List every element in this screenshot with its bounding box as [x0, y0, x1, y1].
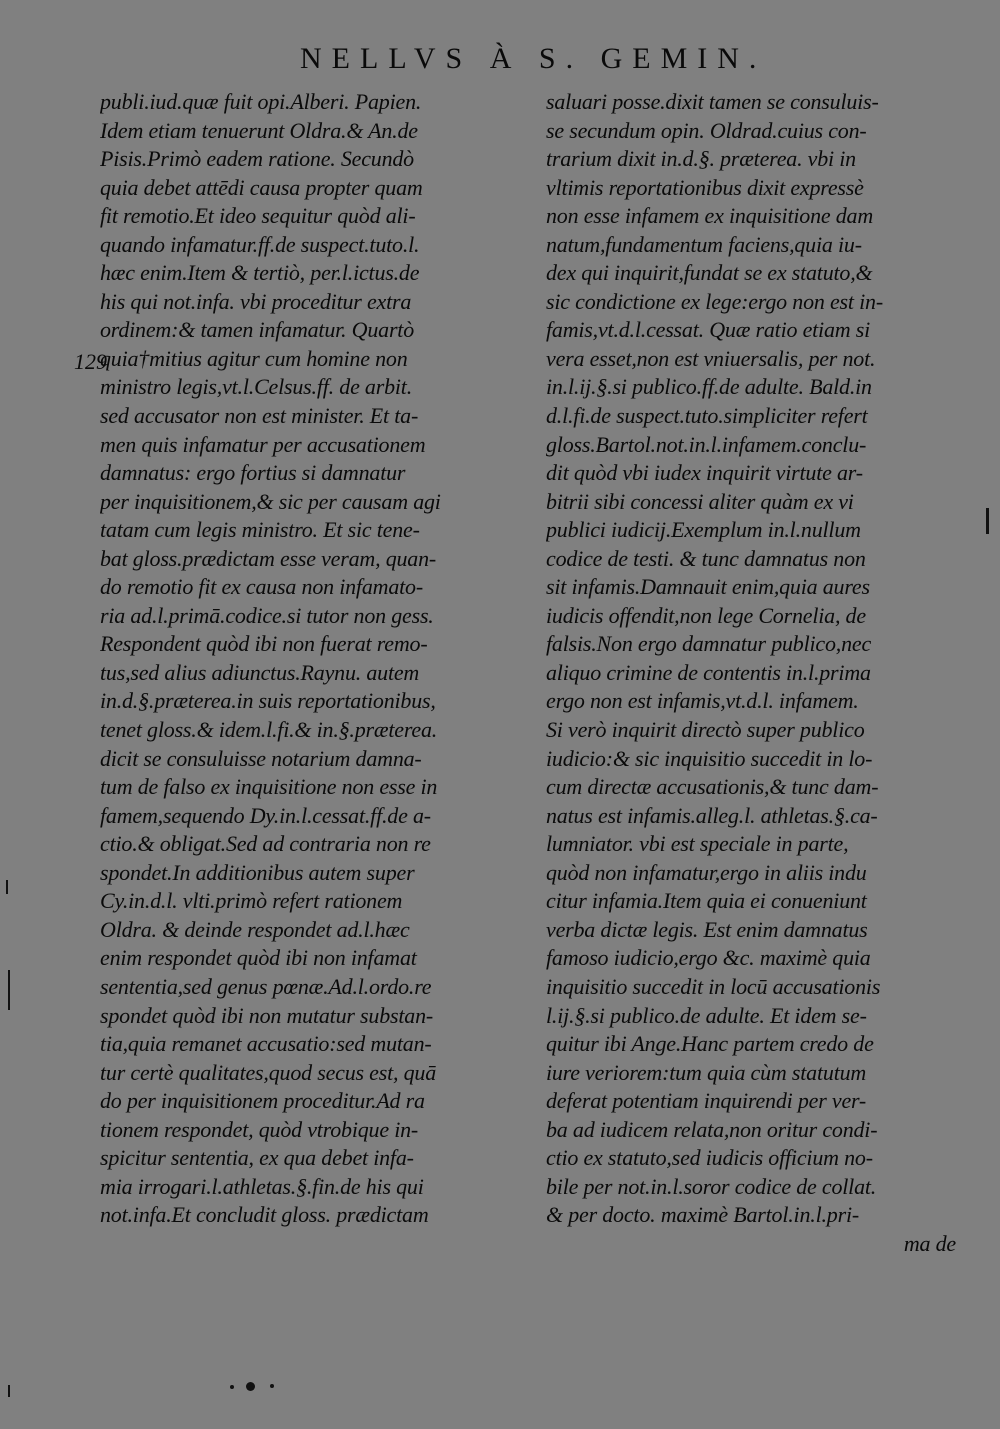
text-line: hæc enim.Item & tertiò, per.l.ictus.de [100, 260, 420, 286]
marginal-paragraph-number: 129 [74, 349, 107, 374]
text-line: codice de testi. & tunc damnatus non [546, 545, 866, 571]
text-line: bat gloss.prædictam esse veram, quan- [100, 545, 437, 571]
text-line: in.l.ij.§.si publico.ff.de adulte. Bald.in [546, 374, 872, 400]
text-line: sic condictione ex lege:ergo non est in- [546, 288, 883, 314]
text-line: quòd non infamatur,ergo in aliis indu [546, 859, 867, 885]
text-line: iudicio:& sic inquisitio succedit in lo- [546, 745, 873, 771]
text-line: famoso iudicio,ergo &c. maximè quia [546, 945, 871, 971]
text-line: dicit se consuluisse notarium damna- [100, 745, 422, 771]
text-line: ba ad iudicem relata,non oritur condi- [546, 1116, 878, 1142]
text-line: tus,sed alius adiunctus.Raynu. autem [100, 659, 420, 685]
text-line: quia†mitius agitur cum homine non [100, 345, 408, 371]
text-line: spicitur sententia, ex qua debet infa- [100, 1145, 414, 1171]
text-line: tia,quia remanet accusatio:sed mutan- [100, 1031, 432, 1057]
running-head: NELLVS À S. GEMIN. [300, 42, 767, 75]
text-line: & per docto. maximè Bartol.in.l.pri- [546, 1202, 859, 1228]
text-line: Cy.in.d.l. vlti.primò refert rationem [100, 888, 403, 914]
text-line: ctio ex statuto,sed iudicis officium no- [546, 1145, 873, 1171]
left-text-column [100, 88, 510, 1230]
text-line: bile per not.in.l.soror codice de collat. [546, 1173, 877, 1199]
text-line: citur infamia.Item quia ei conueniunt [546, 888, 867, 914]
right-text-column [546, 88, 956, 1258]
text-line: quia debet attēdi causa propter quam [100, 174, 423, 200]
text-line: Respondent quòd ibi non fuerat remo- [100, 631, 428, 657]
text-line: deferat potentiam inquirendi per ver- [546, 1088, 867, 1114]
text-line: tatam cum legis ministro. Et sic tene- [100, 517, 420, 543]
text-line: do per inquisitionem proceditur.Ad ra [100, 1088, 425, 1114]
text-line: natus est infamis.alleg.l. athletas.§.ca- [546, 802, 878, 828]
text-line: gloss.Bartol.not.in.l.infamem.conclu- [546, 431, 867, 457]
ink-speck [246, 1382, 255, 1391]
text-line: tum de falso ex inquisitione non esse in [100, 774, 438, 800]
text-line: quitur ibi Ange.Hanc partem credo de [546, 1031, 874, 1057]
text-line: not.infa.Et concludit gloss. prædictam [100, 1202, 429, 1228]
text-line: sententia,sed genus pœnæ.Ad.l.ordo.re [100, 973, 432, 999]
text-line: men quis infamatur per accusationem [100, 431, 426, 457]
text-line: lumniator. vbi est speciale in parte, [546, 831, 849, 857]
text-line: Pisis.Primò eadem ratione. Secundò [100, 146, 414, 172]
text-line: in.d.§.præterea.in suis reportationibus, [100, 688, 436, 714]
margin-mark [986, 508, 989, 534]
margin-mark [8, 1385, 10, 1397]
text-line: sed accusator non est minister. Et ta- [100, 403, 419, 429]
text-line: trarium dixit in.d.§. præterea. vbi in [546, 146, 856, 172]
text-line: aliquo crimine de contentis in.l.prima [546, 659, 871, 685]
text-line: publi.iud.quæ fuit opi.Alberi. Papien. [100, 89, 422, 114]
text-line: natum,fundamentum faciens,quia iu- [546, 231, 862, 257]
text-line: do remotio fit ex causa non infamato- [100, 574, 423, 600]
text-line: damnatus: ergo fortius si damnatur [100, 460, 406, 486]
text-line: ctio.& obligat.Sed ad contraria non re [100, 831, 431, 857]
text-line: his qui not.infa. vbi proceditur extra [100, 288, 412, 314]
text-line: ergo non est infamis,vt.d.l. infamem. [546, 688, 859, 714]
text-line: publici iudicij.Exemplum in.l.nullum [546, 517, 861, 543]
text-line: famem,sequendo Dy.in.l.cessat.ff.de a- [100, 802, 431, 828]
text-line: fit remotio.Et ideo sequitur quòd ali- [100, 203, 416, 229]
text-line: spondet quòd ibi non mutatur substan- [100, 1002, 433, 1028]
text-line: quando infamatur.ff.de suspect.tuto.l. [100, 231, 420, 257]
text-line: tenet gloss.& idem.l.fi.& in.§.præterea. [100, 717, 438, 743]
text-line: dit quòd vbi iudex inquirit virtute ar- [546, 460, 863, 486]
text-line: ministro legis,vt.l.Celsus.ff. de arbit. [100, 374, 413, 400]
text-line: ria ad.l.primā.codice.si tutor non gess. [100, 602, 434, 628]
text-line: ordinem:& tamen infamatur. Quartò [100, 317, 415, 343]
text-line: Oldra. & deinde respondet ad.l.hæc [100, 916, 410, 942]
ink-speck [230, 1385, 234, 1389]
text-line: famis,vt.d.l.cessat. Quæ ratio etiam si [546, 317, 871, 343]
text-line: vltimis reportationibus dixit expressè [546, 174, 864, 200]
text-line: saluari posse.dixit tamen se consuluis- [546, 89, 879, 114]
text-line: iudicis offendit,non lege Cornelia, de [546, 602, 866, 628]
text-line: spondet.In additionibus autem super [100, 859, 415, 885]
text-line: enim respondet quòd ibi non infamat [100, 945, 417, 971]
text-line: sit infamis.Damnauit enim,quia aures [546, 574, 870, 600]
margin-mark [8, 970, 10, 1010]
text-line: falsis.Non ergo damnatur publico,nec [546, 631, 872, 657]
text-line: se secundum opin. Oldrad.cuius con- [546, 117, 867, 143]
text-line: l.ij.§.si publico.de adulte. Et idem se- [546, 1002, 867, 1028]
ink-speck [270, 1384, 274, 1388]
text-line: inquisitio succedit in locū accusationis [546, 973, 881, 999]
text-line: d.l.fi.de suspect.tuto.simpliciter refert [546, 403, 868, 429]
text-line: Si verò inquirit directò super publico [546, 717, 865, 743]
text-line: bitrii sibi concessi aliter quàm ex vi [546, 488, 854, 514]
text-line: iure veriorem:tum quia cùm statutum [546, 1059, 867, 1085]
margin-mark [6, 880, 8, 894]
text-line: per inquisitionem,& sic per causam agi [100, 488, 441, 514]
text-line: cum directæ accusationis,& tunc dam- [546, 774, 879, 800]
text-line: ma de [903, 1230, 956, 1256]
text-line: dex qui inquirit,fundat se ex statuto,& [546, 260, 873, 286]
text-line: mia irrogari.l.athletas.§.fin.de his qui [100, 1173, 424, 1199]
text-line: non esse infamem ex inquisitione dam [546, 203, 874, 229]
text-line: tionem respondet, quòd vtrobique in- [100, 1116, 419, 1142]
text-line: Idem etiam tenuerunt Oldra.& An.de [100, 117, 418, 143]
text-line: verba dictæ legis. Est enim damnatus [546, 916, 868, 942]
text-line: vera esset,non est vniuersalis, per not. [546, 345, 876, 371]
text-line: tur certè qualitates,quod secus est, quā [100, 1059, 437, 1085]
